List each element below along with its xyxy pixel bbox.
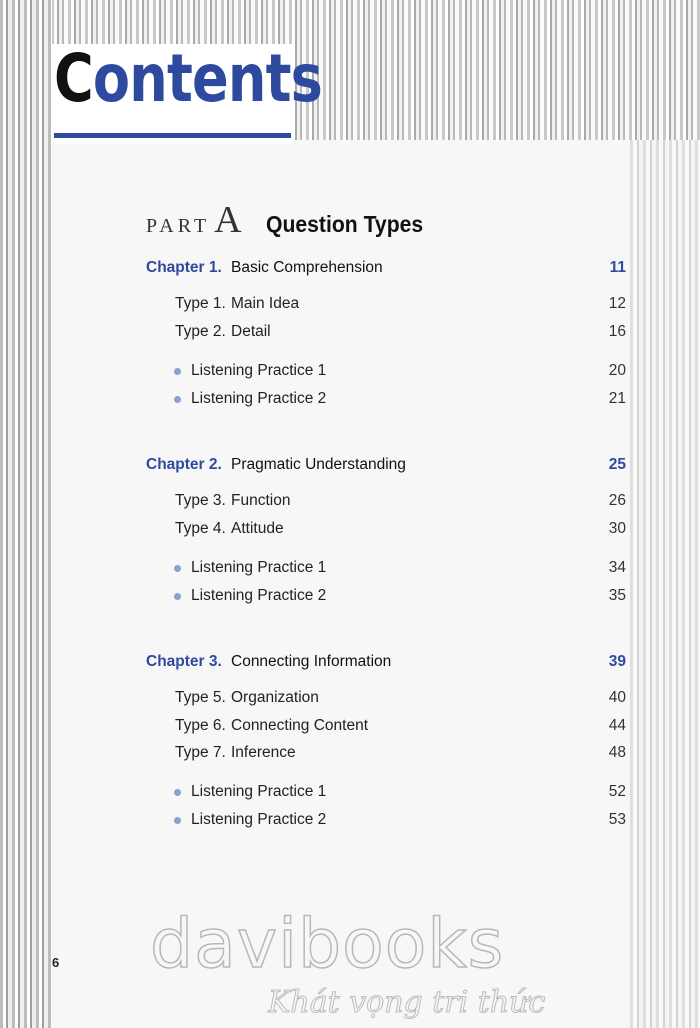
page-number: 20: [608, 362, 626, 379]
page-number: 12: [608, 295, 626, 312]
page-title-rest: ontents: [92, 40, 323, 117]
watermark-brand: davibooks: [150, 905, 505, 984]
practice-name: Listening Practice 1: [191, 783, 327, 800]
page-number: 44: [608, 717, 626, 734]
page-title: [54, 40, 323, 117]
bullet-icon: [174, 368, 181, 375]
page-number: 30: [608, 520, 626, 537]
type-name: Detail: [231, 323, 271, 340]
practice-row[interactable]: [0, 359, 700, 383]
type-name: Attitude: [231, 520, 284, 537]
chapter-page-number: 39: [608, 653, 626, 670]
type-name: Inference: [231, 744, 296, 761]
chapter-page-number: 11: [609, 259, 626, 276]
chapter-name: Basic Comprehension: [231, 259, 383, 276]
page-number: 16: [608, 323, 626, 340]
bullet-icon: [174, 593, 181, 600]
type-name: Function: [231, 492, 291, 509]
practice-row[interactable]: [0, 387, 700, 411]
practice-row[interactable]: [0, 780, 700, 804]
bullet-icon: [174, 789, 181, 796]
page-number: 48: [608, 744, 626, 761]
bullet-icon: [174, 565, 181, 572]
part-letter: A: [214, 199, 242, 241]
practice-row[interactable]: [0, 556, 700, 580]
chapter-page-number: 25: [608, 456, 626, 473]
practice-name: Listening Practice 2: [191, 587, 327, 604]
type-row[interactable]: [0, 489, 700, 513]
practice-row[interactable]: [0, 584, 700, 608]
type-name: Organization: [231, 689, 319, 706]
chapter-label: Chapter 1.: [146, 259, 222, 276]
type-label: Type 6.: [175, 717, 226, 734]
page-folio: 6: [52, 955, 60, 970]
type-row[interactable]: [0, 517, 700, 541]
type-label: Type 5.: [175, 689, 226, 706]
practice-name: Listening Practice 2: [191, 390, 327, 407]
chapter-name: Connecting Information: [231, 653, 392, 670]
chapter-row[interactable]: [0, 256, 700, 280]
page-number: 26: [608, 492, 626, 509]
type-row[interactable]: [0, 741, 700, 765]
practice-name: Listening Practice 1: [191, 362, 327, 379]
page-title-initial: C: [54, 40, 93, 117]
type-name: Connecting Content: [231, 717, 369, 734]
barcode-stripes-left: [0, 0, 52, 1028]
type-row[interactable]: [0, 714, 700, 738]
page-number: 21: [608, 390, 626, 407]
page-number: 52: [608, 783, 626, 800]
type-label: Type 4.: [175, 520, 226, 537]
type-label: Type 7.: [175, 744, 226, 761]
type-label: Type 3.: [175, 492, 226, 509]
page-number: 40: [608, 689, 626, 706]
chapter-row[interactable]: [0, 650, 700, 674]
type-label: Type 1.: [175, 295, 226, 312]
type-row[interactable]: [0, 320, 700, 344]
page-number: 35: [608, 587, 626, 604]
chapter-row[interactable]: [0, 453, 700, 477]
type-name: Main Idea: [231, 295, 300, 312]
part-word: PART: [146, 215, 211, 237]
part-heading: [146, 198, 436, 242]
watermark-tagline: Khát vọng tri thức: [268, 985, 546, 1020]
chapter-label: Chapter 3.: [146, 653, 222, 670]
practice-row[interactable]: [0, 808, 700, 832]
type-row[interactable]: [0, 686, 700, 710]
bullet-icon: [174, 817, 181, 824]
bullet-icon: [174, 396, 181, 403]
chapter-name: Pragmatic Understanding: [231, 456, 406, 473]
chapter-label: Chapter 2.: [146, 456, 222, 473]
practice-name: Listening Practice 1: [191, 559, 327, 576]
type-row[interactable]: [0, 292, 700, 316]
title-underline: [54, 133, 291, 138]
practice-name: Listening Practice 2: [191, 811, 327, 828]
page-number: 34: [608, 559, 626, 576]
part-title: Question Types: [265, 211, 423, 237]
type-label: Type 2.: [175, 323, 226, 340]
page-number: 53: [608, 811, 626, 828]
